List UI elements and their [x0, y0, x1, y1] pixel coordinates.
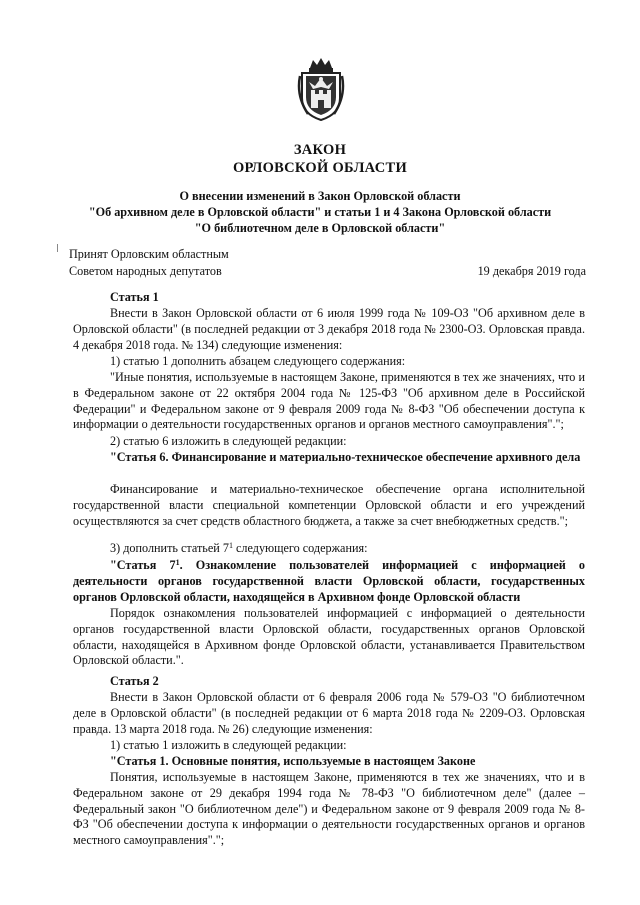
article-2-1-text: Понятия, используемые в настоящем Законе, применяются в тех же значениях, что и в Федеральном законе от 29 декабря 1994 года № 78-ФЗ "О библиотечном деле" (далее – Федеральный закон "О библиотечном деле") и Федеральном законе от 9 февраля 2009 года № 8-ФЗ "Об обеспечении доступа к информации о деятельности государственных органов и органов местного самоуправления".";	[73, 770, 585, 848]
article-1-heading: Статья 1	[110, 290, 159, 304]
adopted-by-line-2: Советом народных депутатов	[69, 264, 222, 278]
article-1-item-3: 3) дополнить статьей $7^1$ следующего содержания:	[110, 541, 368, 555]
article-6-heading: "Статья 6. Финансирование и материально-техническое обеспечение архивного дела	[110, 450, 581, 464]
adopted-by-line-1: Принят Орловским областным	[69, 247, 229, 261]
article-1-item-2: 2) статью 6 изложить в следующей редакции:	[110, 434, 347, 448]
article-2-1-heading: "Статья 1. Основные понятия, используемые в настоящем Законе	[110, 754, 476, 768]
article-2-item-1: 1) статью 1 изложить в следующей редакции:	[110, 738, 347, 752]
coat-of-arms-icon	[296, 56, 346, 122]
subtitle-line-1: О внесении изменений в Закон Орловской области	[179, 189, 461, 203]
article-1-item-1-text: "Иные понятия, используемые в настоящем Законе, применяются в тех же значениях, что и в Федеральном законе от 22 октября 2004 года № 125-ФЗ "Об архивном деле в Российской Федерации" и Федеральном законе от 9 февраля 2009 года № 8-ФЗ "Об обеспечении доступа к информации о деятельности государственных органов и органов местного самоуправления".";	[73, 370, 585, 432]
margin-mark	[57, 244, 58, 252]
adoption-date: 19 декабря 2019 года	[477, 264, 586, 278]
article-7-1-text: Порядок ознакомления пользователей информацией с информацией о деятельности органов государственной власти Орловской области, государственных органов Орловской области, находящейся в Архивном фонде Орловской области, устанавливается Правительством Орловской области.".	[73, 606, 585, 668]
article-1-item-1: 1) статью 1 дополнить абзацем следующего содержания:	[110, 354, 406, 368]
article-1-intro: Внести в Закон Орловской области от 6 июля 1999 года № 109-ОЗ "Об архивном деле в Орловской области" (в последней редакции от 3 декабря 2018 года № 2300-ОЗ. Орловская правда. 4 декабря 2018 года. № 134) следующие изменения:	[73, 306, 585, 352]
article-6-text: Финансирование и материально-техническое обеспечение органа исполнительной государственной власти специальной компетенции Орловской области и его учреждений осуществляются за счет средств областного бюджета, а также за счет внебюджетных средств.";	[73, 482, 585, 528]
article-2-heading: Статья 2	[110, 674, 159, 688]
article-7-1-heading: "Статья $7^1$. Ознакомление пользователей информацией с информацией о деятельности органов государственной власти Орловской области, государственных органов Орловской области, находящейся в Архивном фонде Орловской области	[73, 558, 585, 604]
subtitle-line-3: "О библиотечном деле в Орловской области"	[194, 221, 446, 235]
article-2-intro: Внести в Закон Орловской области от 6 февраля 2006 года № 579-ОЗ "О библиотечном деле в Орловской области" (в последней редакции от 6 марта 2018 года № 2209-ОЗ. Орловская правда. 13 марта 2018 года. № 26) следующие изменения:	[73, 690, 585, 736]
law-region: ОРЛОВСКОЙ ОБЛАСТИ	[232, 160, 408, 176]
law-title: ЗАКОН	[293, 142, 347, 158]
subtitle-line-2: "Об архивном деле в Орловской области" и статьи 1 и 4 Закона Орловской области	[88, 205, 552, 219]
